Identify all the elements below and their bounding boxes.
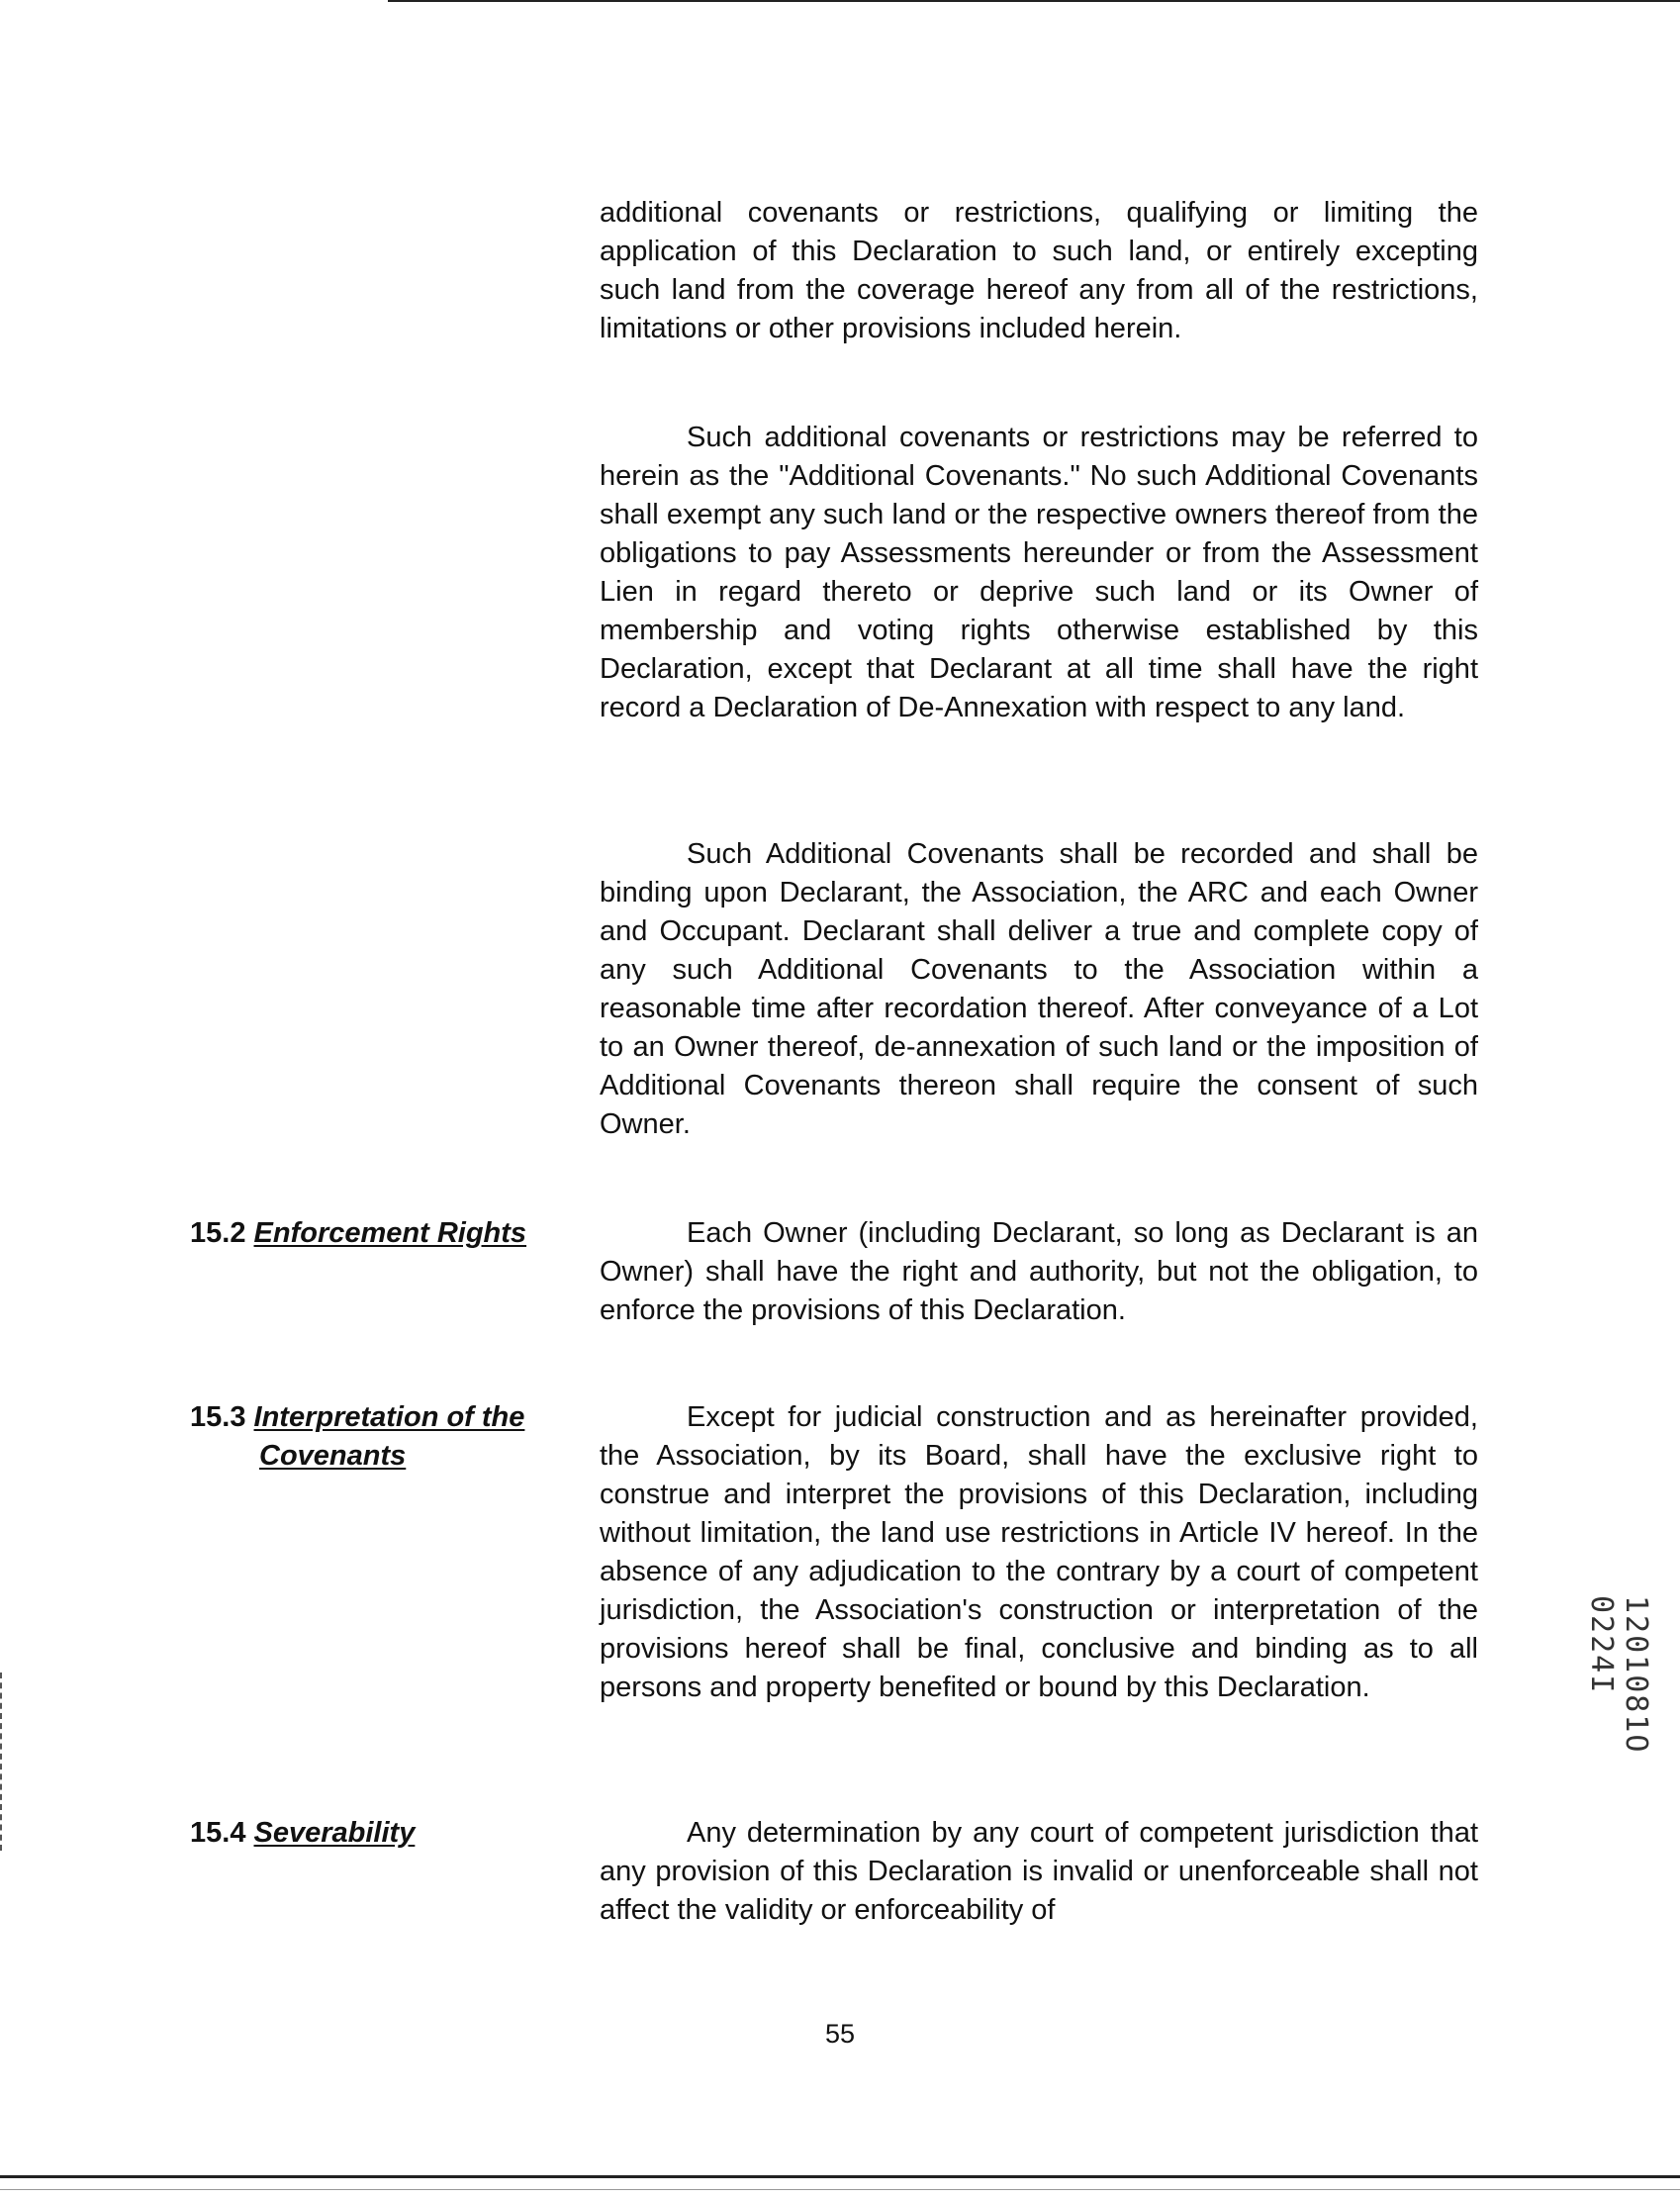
section-title: Enforcement Rights xyxy=(253,1217,527,1249)
scan-edge-marks xyxy=(0,1673,5,1851)
top-border-rule xyxy=(388,0,1680,2)
page-number: 55 xyxy=(824,2019,856,2049)
paragraph-additional-covenants-definition: Such additional covenants or restrictions may be referred to herein as the "Additional Covenants." No such Additional Covenants shall exempt any such land or the respective owners thereof from the obligations to pay Assessments hereunder or from the Assessment Lien in regard thereto or deprive such land or its Owner of membership and voting rights otherwise established by this Declaration, except that Declarant at all time shall have the right record a Declaration of De-Annexation with respect to any land. xyxy=(600,422,1478,723)
section-number: 15.2 xyxy=(190,1217,246,1249)
section-15-3-text: Except for judicial construction and as hereinafter provided, the Association, by its Board, shall have the exclusive right to construe and interpret the provisions of this Declaration, including without limitation, the land use restrictions in Article IV hereof. In the absence of any adjudication to the contrary by a court of competent jurisdiction, the Association's construction or interpretation of the provisions hereof shall be final, conclusive and binding as to all persons and property benefited or bound by this Declaration. xyxy=(600,1401,1478,1703)
margin-recording-stamp xyxy=(1584,1595,1653,1863)
section-15-2-heading xyxy=(190,1214,526,1253)
section-15-4-heading xyxy=(190,1814,415,1853)
section-title: Severability xyxy=(253,1817,416,1849)
section-number: 15.4 xyxy=(190,1817,246,1849)
section-15-4-text: Any determination by any court of competent jurisdiction that any provision of this Declaration is invalid or unenforceable shall not affect the validity or enforceability of xyxy=(600,1817,1478,1926)
bottom-border-rule-faint xyxy=(0,2189,1680,2190)
bottom-border-rule xyxy=(0,2175,1680,2178)
margin-stamp-text: 1201081O 0224I xyxy=(1584,1595,1653,1755)
section-number: 15.3 xyxy=(190,1401,246,1433)
paragraph-additional-covenants-continued: additional covenants or restrictions, qualifying or limiting the application of this Declaration to such land, or entirely excepting such land from the coverage hereof any from all of the restrictions, limitations or other provisions included herein. xyxy=(600,197,1478,344)
section-15-3-heading xyxy=(190,1398,524,1476)
section-title-continued: Covenants xyxy=(259,1440,407,1472)
section-title: Interpretation of the xyxy=(253,1401,525,1433)
paragraph-recording-of-covenants: Such Additional Covenants shall be recorded and shall be binding upon Declarant, the Association, the ARC and each Owner and Occupant. Declarant shall deliver a true and complete copy of any such Additional Covenants to the Association within a reasonable time after recordation thereof. After conveyance of a Lot to an Owner thereof, de-annexation of such land or the imposition of Additional Covenants thereon shall require the consent of such Owner. xyxy=(600,838,1478,1140)
section-15-2-text: Each Owner (including Declarant, so long as Declarant is an Owner) shall have the right and authority, but not the obligation, to enforce the provisions of this Declaration. xyxy=(600,1217,1478,1326)
